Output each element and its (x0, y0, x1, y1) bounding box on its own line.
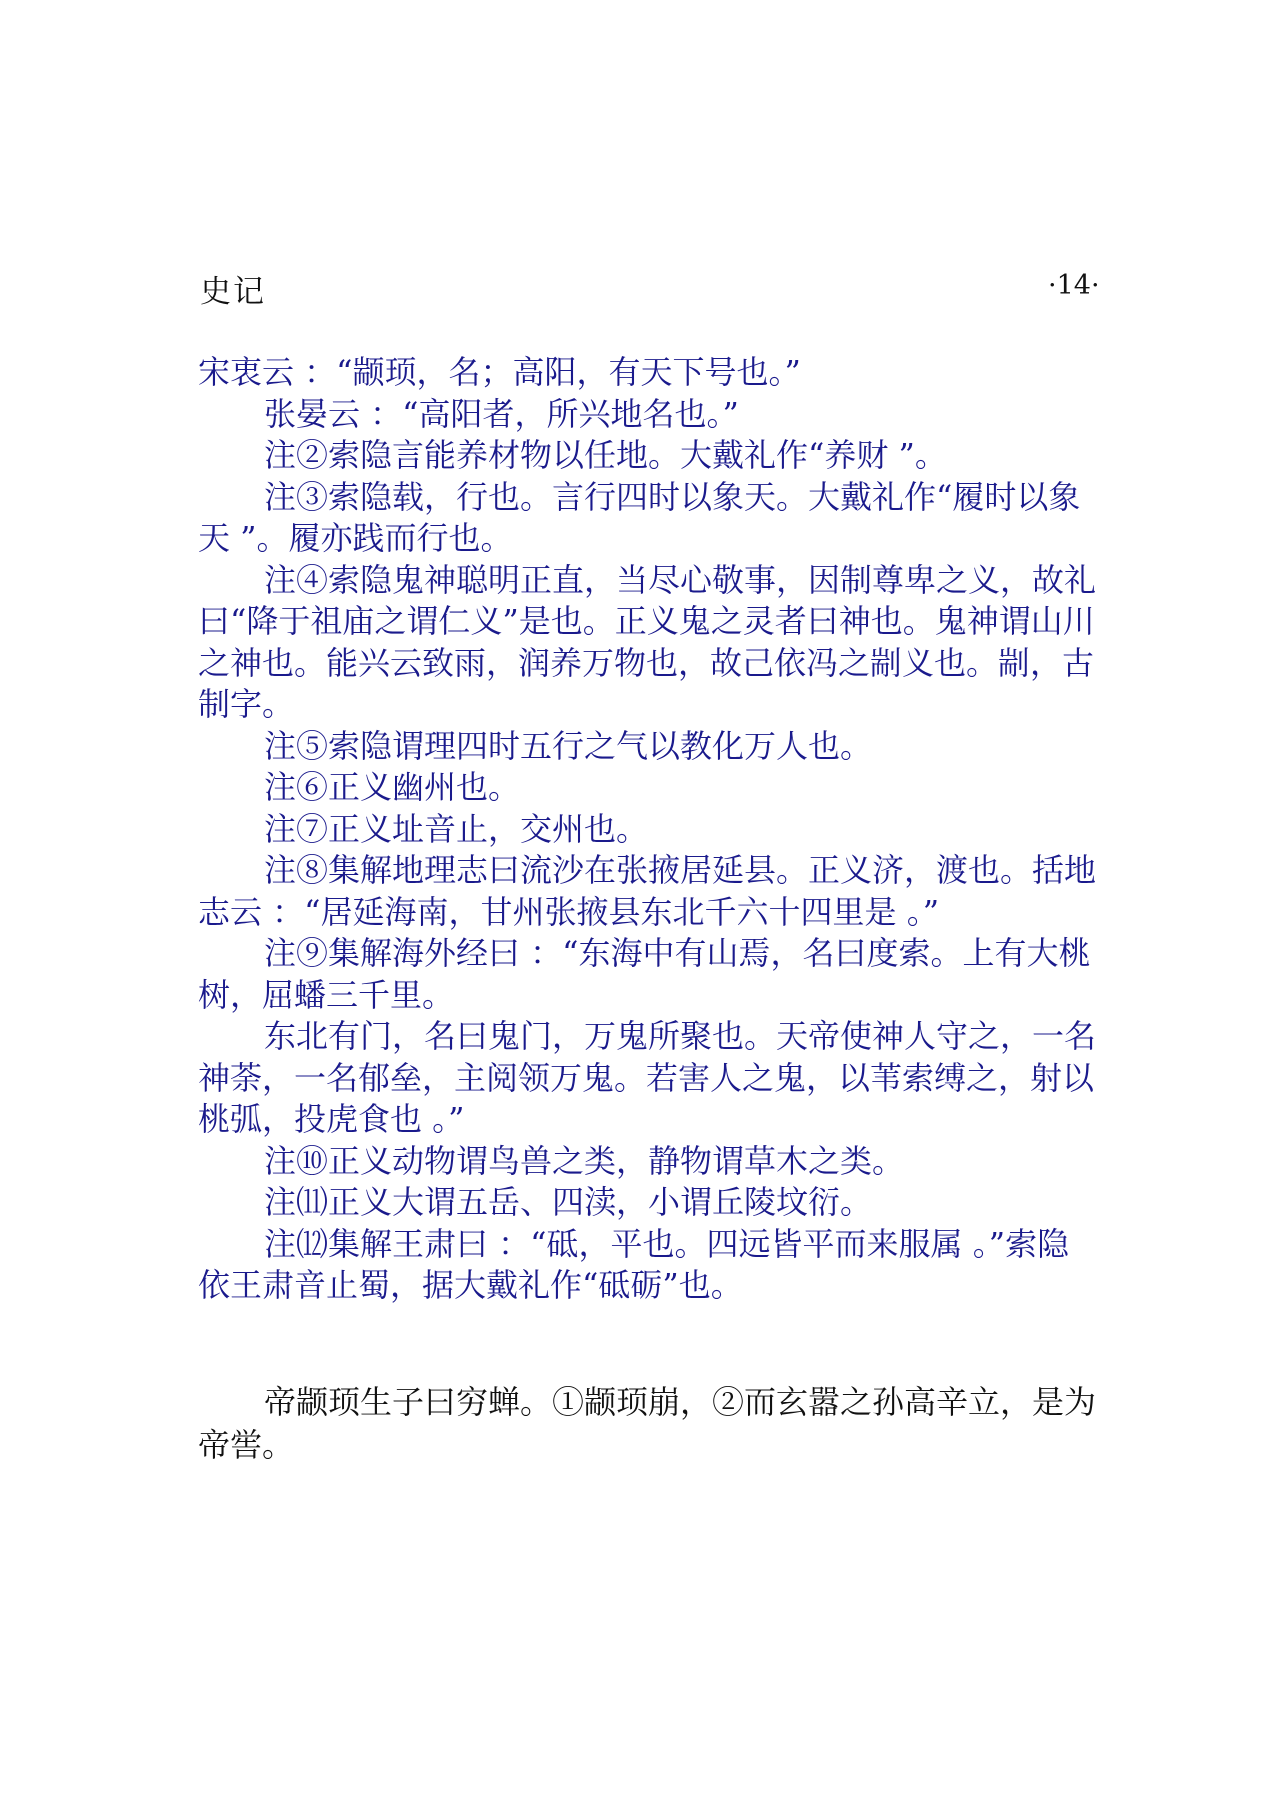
note-paragraph: 张晏云 ：“高阳者，所兴地名也。” (264, 394, 739, 433)
note-paragraph: 注③索隐载，行也。言行四时以象天。大戴礼作“履时以象天 ”。履亦践而行也。 (198, 477, 1081, 557)
note-paragraph: 宋衷云 ：“颛顼，名；高阳，有天下号也。” (198, 353, 801, 391)
annotation-notes (198, 352, 1098, 1307)
note-paragraph: 注⑤索隐谓理四时五行之气以教化万人也。 (264, 726, 873, 765)
note-paragraph: 注⑾正义大谓五岳、四渎，小谓丘陵坟衍。 (264, 1183, 873, 1221)
note-paragraph: 注⑩正义动物谓鸟兽之类，静物谓草木之类。 (264, 1141, 905, 1180)
note-paragraph: 注⑿集解王肃曰 ：“砥，平也。四远皆平而来服属 。”索隐依王肃音止蜀，据大戴礼作“砥砺”也。 (198, 1224, 1070, 1304)
page-number: ·14· (1048, 270, 1100, 301)
note-paragraph: 注⑥正义幽州也。 (264, 768, 521, 806)
note-paragraph: 东北有门，名曰鬼门，万鬼所聚也。天帝使神人守之，一名神荼，一名郁垒，主阅领万鬼。若害人之鬼，以苇索缚之，射以桃弧，投虎食也 。” (198, 1017, 1097, 1138)
note-paragraph: 注④索隐鬼神聪明正直，当尽心敬事，因制尊卑之义，故礼曰“降于祖庙之谓仁义”是也。正义鬼之灵者曰神也。鬼神谓山川之神也。能兴云致雨，润养万物也，故己依冯之剬义也。剬，古制字。 (198, 560, 1097, 723)
note-paragraph: 注⑦正义址音止，交州也。 (264, 809, 649, 848)
main-paragraph: 帝颛顼生子曰穷蝉。①颛顼崩，②而玄嚣之孙高辛立，是为帝喾。 (198, 1383, 1097, 1464)
book-title: 史记 (200, 274, 266, 310)
main-text (198, 1381, 1098, 1467)
note-paragraph: 注②索隐言能养材物以任地。大戴礼作“养财 ”。 (264, 436, 947, 474)
note-paragraph: 注⑨集解海外经曰 ：“东海中有山焉，名曰度索。上有大桃树，屈蟠三千里。 (198, 934, 1091, 1014)
note-paragraph: 注⑧集解地理志曰流沙在张掖居延县。正义济，渡也。括地志云 ：“居延海南，甘州张掖县东北千六十四里是 。” (198, 851, 1097, 931)
